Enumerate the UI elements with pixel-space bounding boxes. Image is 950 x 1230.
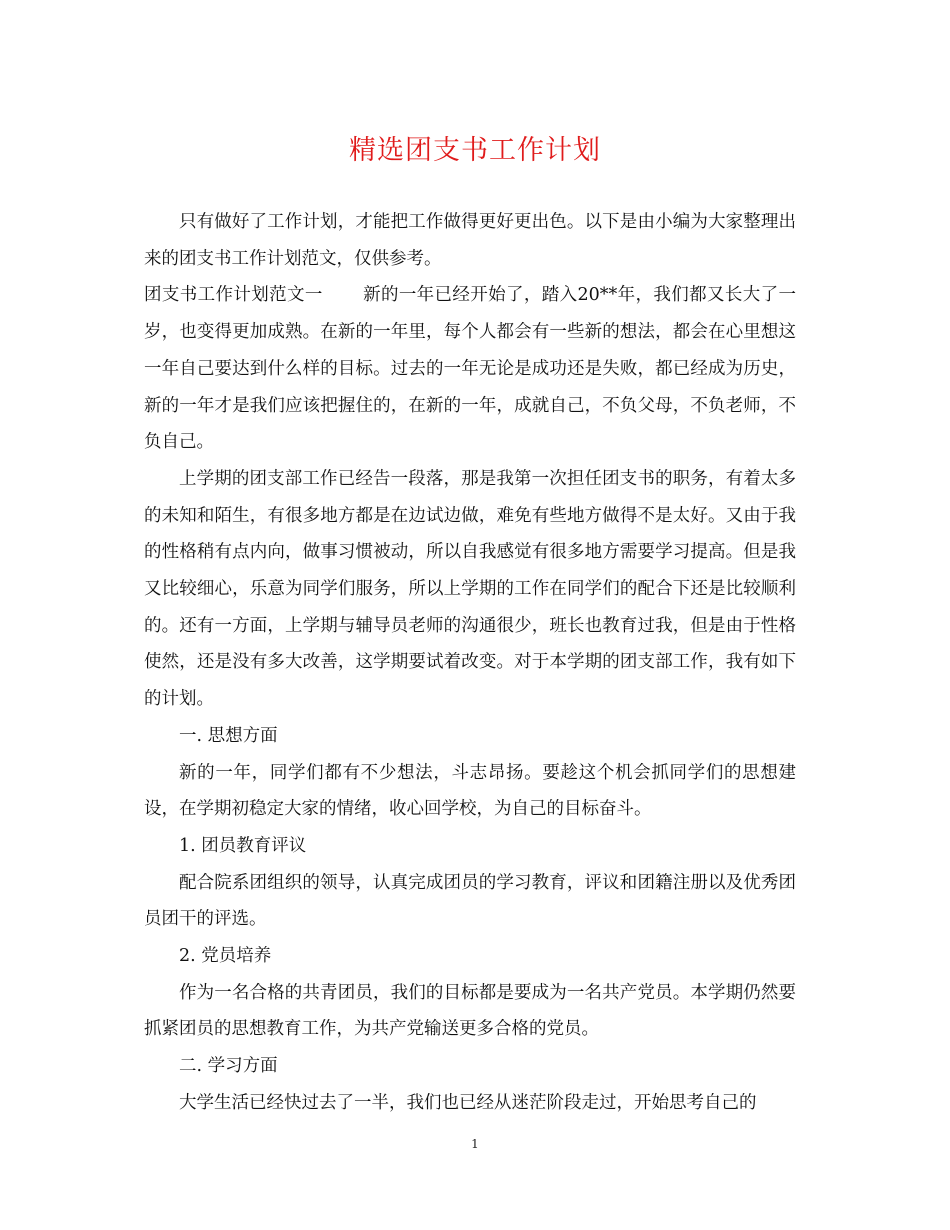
document-body	[144, 204, 796, 1122]
section-heading-thought: 一. 思想方面	[179, 725, 278, 746]
party-training-paragraph: 作为一名合格的共青团员，我们的目标都是要成为一名共产党员。本学期仍然要抓紧团员的思想教育工作，为共产党输送更多合格的党员。	[144, 982, 796, 1040]
sample-label: 团支书工作计划范文一	[144, 285, 323, 306]
study-paragraph: 大学生活已经快过去了一半，我们也已经从迷茫阶段走过，开始思考自己的	[179, 1092, 757, 1113]
last-term-paragraph: 上学期的团支部工作已经告一段落，那是我第一次担任团支书的职务，有着太多的未知和陌生，有很多地方都是在边试边做，难免有些地方做得不是太好。又由于我的性格稍有点内向，做事习惯被动，所以自我感觉有很多地方需要学习提高。但是我又比较细心，乐意为同学们服务，所以上学期的工作在同学们的配合下还是比较顺利的。还有一方面，上学期与辅导员老师的沟通很少，班长也教育过我，但是由于性格使然，还是没有多大改善，这学期要试着改变。对于本学期的团支部工作，我有如下的计划。	[144, 468, 796, 710]
sample-text: 新的一年已经开始了，踏入20**年，我们都又长大了一岁，也变得更加成熟。在新的一年里，每个人都会有一些新的想法，都会在心里想这一年自己要达到什么样的目标。过去的一年无论是成功还是失败，都已经成为历史，新的一年才是我们应该把握住的，在新的一年，成就自己，不负父母，不负老师，不负自己。	[144, 285, 796, 453]
page-number: 1	[471, 1137, 479, 1151]
member-education-paragraph: 配合院系团组织的领导，认真完成团员的学习教育，评议和团籍注册以及优秀团员团干的评选。	[144, 872, 796, 930]
subheading-party-training: 2. 党员培养	[179, 946, 272, 967]
section-heading-study: 二. 学习方面	[179, 1056, 278, 1077]
thought-paragraph: 新的一年，同学们都有不少想法，斗志昂扬。要趁这个机会抓同学们的思想建设，在学期初稳定大家的情绪，收心回学校，为自己的目标奋斗。	[144, 762, 796, 820]
sample-paragraph	[144, 277, 796, 461]
intro-paragraph: 只有做好了工作计划，才能把工作做得更好更出色。以下是由小编为大家整理出来的团支书工作计划范文，仅供参考。	[144, 212, 796, 269]
subheading-member-education: 1. 团员教育评议	[179, 835, 307, 856]
document-title: 精选团支书工作计划	[349, 135, 601, 166]
